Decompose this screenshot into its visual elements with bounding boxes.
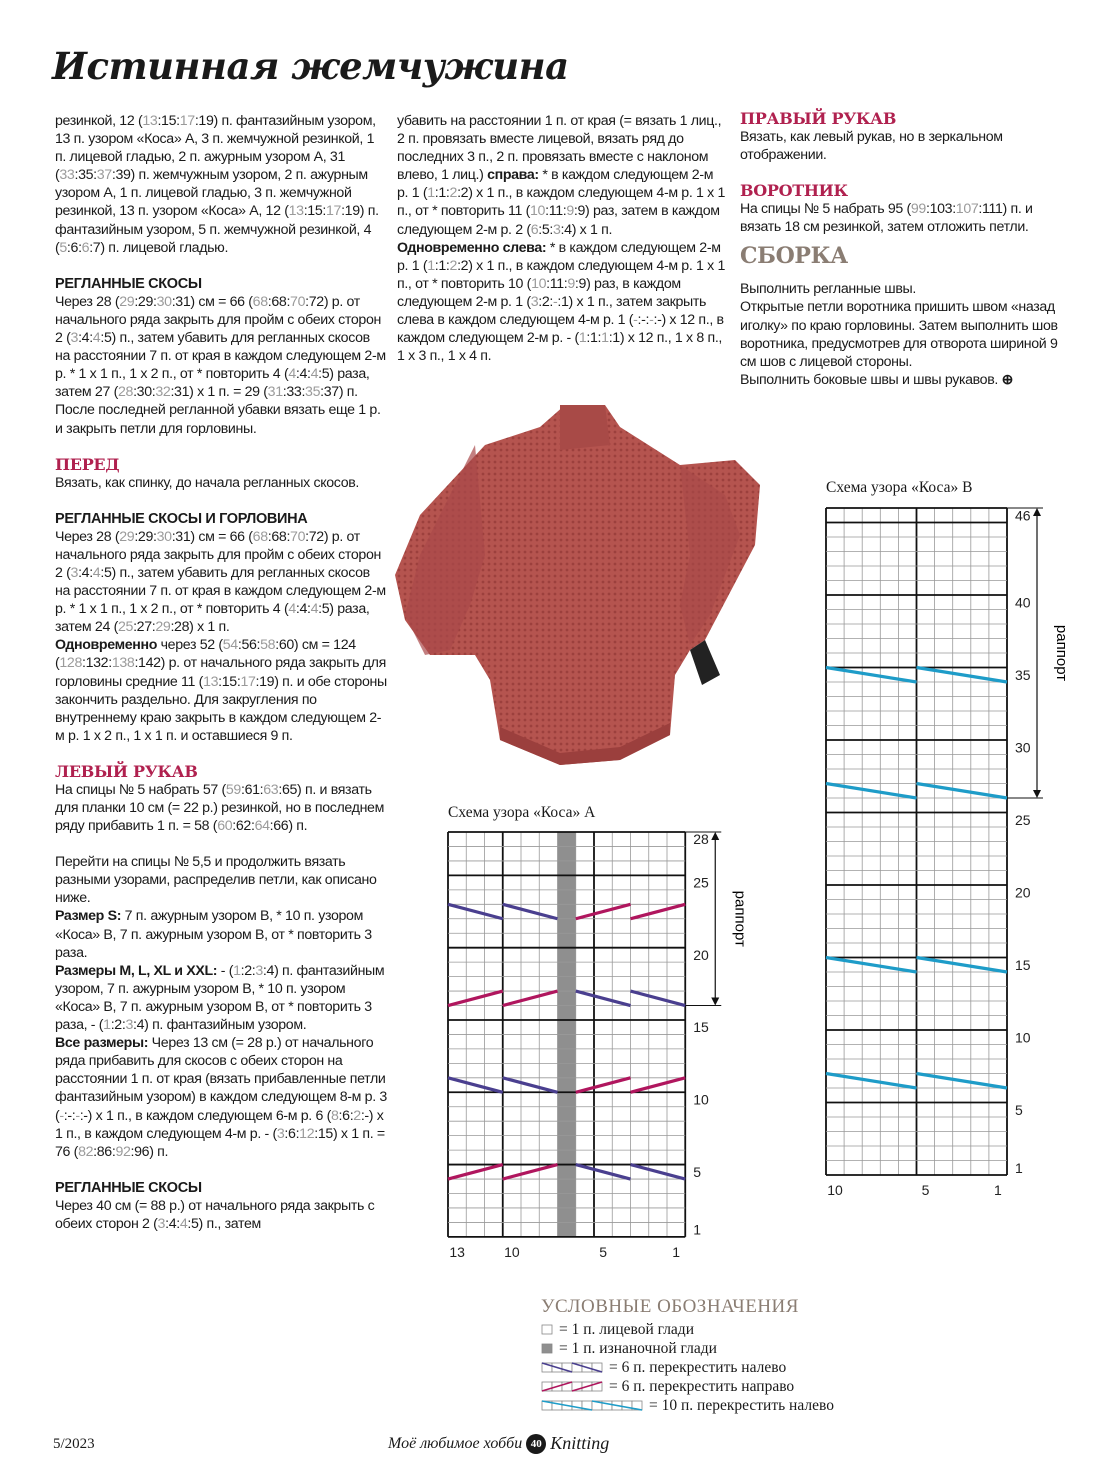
- column-label: 10: [827, 1182, 843, 1198]
- paragraph: Выполнить боковые швы и швы рукавов. ⊕: [740, 371, 1014, 388]
- size-value: 4: [179, 1215, 188, 1232]
- legend-symbol-left-icon: [541, 1362, 603, 1373]
- size-value: 30: [156, 528, 172, 545]
- size-value: 1: [438, 185, 446, 202]
- arrow-down-icon: [711, 998, 719, 1006]
- size-value: 29: [119, 293, 135, 310]
- bold-lead: Размер S:: [55, 908, 122, 925]
- chart-b-title: Схема узора «Коса» В: [826, 479, 973, 496]
- size-value: 19: [344, 203, 360, 220]
- size-value: 11: [549, 275, 564, 292]
- size-value: 37: [96, 167, 112, 184]
- cable-cross-right: [503, 991, 558, 1005]
- cable-cross-left: [576, 991, 631, 1005]
- size-value: 6: [70, 239, 79, 256]
- section-heading: РЕГЛАННЫЕ СКОСЫ: [55, 1179, 202, 1196]
- legend-label: = 6 п. перекрестить налево: [609, 1358, 787, 1376]
- cable-cross-left10: [917, 958, 1008, 973]
- paragraph: убавить на расстоянии 1 п. от края (= вязать 1 лиц., 2 п. провязать вместе лицевой, вязать ряд до последних 3 п., 2 п. провязать вместе с наклоном влево, 1 лиц.) справа: * в каждом следующем 2-м р. 1 (1:1:2:2) х 1 п., в каждом следующем 4-м р. 1 х 1 п., от * повторить 11 (10:11:9:9) раз, затем в каждом следующем 2-м р. 2 (6:5:3:4) х 1 п.: [397, 113, 726, 238]
- size-value: 138: [111, 655, 135, 672]
- section-heading: ПРАВЫЙ РУКАВ: [740, 109, 897, 128]
- size-value: 3: [157, 1215, 166, 1232]
- size-value: -: [83, 1107, 88, 1124]
- chart-a-title: Схема узора «Коса» А: [448, 804, 596, 821]
- size-value: 86: [96, 1143, 112, 1160]
- row-label: 30: [1015, 739, 1031, 756]
- repeat-label: раппорт: [731, 890, 749, 947]
- size-value: -: [67, 1107, 72, 1124]
- row-label: 15: [1015, 956, 1031, 973]
- section-heading: РЕГЛАННЫЕ СКОСЫ И ГОРЛОВИНА: [55, 510, 308, 527]
- size-value: 5: [321, 601, 330, 618]
- size-value: 4: [92, 564, 101, 581]
- size-value: 4: [310, 601, 319, 618]
- size-value: 66: [273, 818, 289, 835]
- size-value: -: [657, 312, 662, 329]
- size-value: 3: [530, 293, 539, 310]
- legend-cell: [542, 1344, 552, 1353]
- size-value: 17: [179, 113, 195, 129]
- legend-symbol-right-icon: [541, 1381, 603, 1392]
- size-value: 10: [530, 203, 546, 220]
- size-value: 132: [85, 655, 109, 672]
- size-value: 2: [460, 257, 469, 274]
- size-value: 13: [288, 203, 304, 220]
- size-value: 27: [136, 619, 152, 636]
- size-value: 29: [119, 528, 135, 545]
- paragraph: Через 28 (29:29:30:31) см = 66 (68:68:70:72) р. от начального ряда закрыть для пройм с обеих сторон 2 (3:4:4:5) п., затем убавить для регланных скосов на расстоянии 7 п. от края в каждом следующем 2-м р. * 1 х 1 п., 1 х 2 п., от * повторить 4 (4:4:4:5) раза, затем 24 (25:27:29:28) х 1 п.: [55, 528, 386, 636]
- cable-cross-left: [576, 1165, 631, 1179]
- paragraph: После последней регланной убавки вязать еще 1 р. и закрыть петли для горловины.: [55, 402, 381, 437]
- text-column-1: [55, 112, 387, 1233]
- legend: [541, 1296, 834, 1415]
- magazine-name: Моё любимое хобби: [388, 1434, 523, 1452]
- size-value: 6: [81, 239, 90, 256]
- size-value: 142: [138, 655, 161, 672]
- size-value: 30: [156, 293, 172, 310]
- size-value: 33: [59, 167, 75, 184]
- paragraph: На спицы № 5 набрать 95 (99:103:107:111) п. и вязать 18 см резинкой, затем отложить петли.: [740, 201, 1033, 236]
- size-value: 13: [203, 673, 219, 690]
- size-value: 17: [240, 673, 256, 690]
- size-value: 39: [115, 167, 131, 184]
- size-value: 82: [78, 1143, 94, 1160]
- cable-cross-left10: [826, 958, 917, 973]
- size-value: 2: [449, 257, 458, 274]
- section-heading: ЛЕВЫЙ РУКАВ: [55, 761, 198, 781]
- size-value: 4: [92, 330, 101, 347]
- size-value: 3: [70, 330, 79, 347]
- size-value: 7: [92, 239, 101, 256]
- size-value: 37: [323, 384, 339, 401]
- row-label: 35: [1015, 666, 1031, 683]
- size-value: 3: [125, 1017, 133, 1034]
- section-heading: РЕГЛАННЫЕ СКОСЫ: [55, 275, 202, 292]
- size-value: 54: [222, 637, 238, 654]
- column-label: 1: [994, 1182, 1002, 1198]
- legend-item: [541, 1358, 834, 1377]
- size-value: 32: [155, 384, 171, 401]
- spacer: [55, 835, 387, 853]
- cable-cross-left10: [917, 1074, 1008, 1089]
- cable-cross-right: [448, 1165, 503, 1179]
- size-value: -: [633, 312, 638, 329]
- size-value: 4: [288, 366, 296, 383]
- cable-cross-left: [503, 904, 558, 918]
- legend-label: = 1 п. лицевой глади: [559, 1320, 694, 1338]
- size-value: 60: [217, 818, 233, 835]
- size-value: 4: [299, 366, 308, 383]
- size-value: 1: [427, 257, 435, 274]
- row-label: 1: [693, 1221, 702, 1238]
- paragraph: Выполнить регланные швы.: [740, 281, 916, 298]
- size-value: -: [75, 1107, 80, 1124]
- legend-symbol-knit-icon: [541, 1324, 553, 1335]
- size-value: 4: [564, 221, 572, 238]
- size-value: 68: [271, 528, 287, 545]
- size-value: 11: [548, 203, 563, 220]
- size-value: -: [641, 312, 646, 329]
- size-value: 65: [281, 781, 298, 798]
- cable-cross-right: [576, 904, 631, 918]
- paragraph: Перейти на спицы № 5,5 и продолжить вязать разными узорами, распределив петли, как описано ниже.: [55, 854, 377, 907]
- size-value: 103: [929, 201, 953, 218]
- row-label: 5: [693, 1163, 702, 1180]
- size-value: 17: [325, 203, 342, 220]
- size-value: 4: [266, 962, 275, 979]
- size-value: 15: [161, 113, 177, 129]
- size-value: 1: [438, 257, 446, 274]
- size-value: 1: [578, 330, 587, 347]
- paragraph: Размер S: 7 п. ажурным узором В, * 10 п. узором «Коса» В, 7 п. ажурным узором В, от * повторить 3 раза.: [55, 908, 372, 961]
- column-label: 13: [449, 1243, 465, 1260]
- text-column-3: [740, 110, 1065, 389]
- size-value: 29: [137, 528, 153, 545]
- column-label: 1: [672, 1243, 681, 1260]
- row-label: 25: [693, 874, 709, 891]
- column-label: 5: [921, 1182, 930, 1198]
- cable-cross-left: [631, 991, 686, 1005]
- page-number: 40: [526, 1434, 546, 1454]
- size-value: 70: [290, 293, 306, 310]
- footer-date: 5/2023: [53, 1436, 95, 1452]
- bold-lead: Размеры M, L, XL и XXL:: [55, 962, 218, 979]
- arrow-up-icon: [1033, 508, 1041, 516]
- legend-label: = 1 п. изнаночной глади: [559, 1339, 717, 1357]
- size-value: 6: [530, 221, 539, 238]
- size-value: 29: [155, 619, 171, 636]
- section-heading: СБОРКА: [740, 243, 848, 270]
- spacer: [55, 745, 387, 763]
- size-value: 2: [449, 185, 458, 202]
- section-heading: ПЕРЕД: [55, 454, 120, 474]
- legend-symbol-purl-icon: [541, 1343, 553, 1354]
- size-value: 3: [276, 1125, 285, 1142]
- size-value: 1: [427, 185, 435, 202]
- spacer: [55, 492, 387, 510]
- size-value: 2: [114, 1017, 122, 1034]
- size-value: 2: [460, 185, 469, 202]
- spacer: [55, 1161, 387, 1179]
- paragraph: Одновременно слева: * в каждом следующем 2-м р. 1 (1:1:2:2) х 1 п., в каждом следующем 4-м р. 1 х 1 п., от * повторить 10 (10:11:9:9) раз, в каждом следующем 2-м р. 1 (3:2:-:1) х 1 п., затем закрыть слева в каждом следующем 4-м р. 1 (-:-:-:-) х 12 п., в каждом следующем 2-м р. - (1:1:1:1) х 12 п., 1 х 8 п., 1 х 3 п., 1 х 4 п.: [397, 239, 726, 365]
- row-label: 20: [1015, 884, 1031, 901]
- cable-cross-left10: [917, 784, 1008, 799]
- spacer: [740, 164, 1065, 182]
- size-value: 15: [317, 1125, 333, 1142]
- footer-magazine: [388, 1433, 609, 1454]
- size-value: 35: [305, 384, 321, 401]
- legend-title: УСЛОВНЫЕ ОБОЗНАЧЕНИЯ: [541, 1296, 799, 1317]
- size-value: 31: [174, 384, 190, 401]
- size-value: 111: [982, 201, 1003, 218]
- paragraph: Открытые петли воротника пришить швом «назад иголку» по краю горловины. Затем выполнить шов воротника, предусмотрев для отворота шириной 9 см шов с лицевой стороны.: [740, 299, 1058, 370]
- cable-cross-right: [631, 1078, 686, 1092]
- size-value: 4: [310, 366, 319, 383]
- repeat-label: раппорт: [1053, 624, 1070, 682]
- size-value: 25: [117, 619, 134, 636]
- chart-a: [440, 825, 760, 1265]
- size-value: 31: [175, 293, 191, 310]
- row-label: 5: [1015, 1101, 1023, 1118]
- size-value: 63: [263, 781, 279, 798]
- cable-cross-left: [448, 1078, 503, 1092]
- row-label: 10: [1015, 1029, 1031, 1046]
- paragraph: Через 28 (29:29:30:31) см = 66 (68:68:70:72) р. от начального ряда закрыть для пройм с обеих сторон 2 (3:4:4:5) п., затем убавить для регланных скосов на расстоянии 7 п. от края в каждом следующем 2-м р. * 1 х 1 п., 1 х 2 п., от * повторить 4 (4:4:4:5) раза, затем 27 (28:30:32:31) х 1 п. = 29 (31:33:35:37) п.: [55, 293, 386, 401]
- size-value: 1: [233, 962, 241, 979]
- cable-cross-left10: [917, 668, 1008, 683]
- size-value: 2: [353, 1107, 361, 1124]
- paragraph: Все размеры: Через 13 см (= 28 р.) от начального ряда прибавить для скосов с обеих сторон на расстоянии 1 п. от края (вязать прибавленные петли фантазийным узором) в каждом следующем 8-м р. 3 (-:-:-:-) х 1 п., в каждом следующем 6-м р. 6 (8:6:2:-) х 1 п., в каждом следующем 4-м р. - (3:6:12:15) х 1 п. = 76 (82:86:92:96) п.: [55, 1035, 387, 1160]
- paragraph: Одновременно через 52 (54:56:58:60) см = 124 (128:132:138:142) р. от начального ряда закрыть для горловины средние 11 (13:15:17:19) п. и обе стороны закончить раздельно. Для закругления по внутреннему краю закрыть в каждом следующем 2-м р. 1 х 2 п., 1 х 1 п. и оставшиеся 9 п.: [55, 637, 387, 744]
- legend-item: [541, 1320, 834, 1339]
- size-value: 5: [103, 564, 112, 581]
- row-label: 25: [1015, 811, 1031, 828]
- size-value: 30: [136, 384, 152, 401]
- row-label: 20: [693, 946, 709, 963]
- size-value: 1: [601, 330, 609, 347]
- paragraph: Вязать, как левый рукав, но в зеркальном отображении.: [740, 129, 1003, 164]
- size-value: 9: [567, 275, 575, 292]
- end-mark-icon: ⊕: [998, 371, 1014, 388]
- size-value: 13: [142, 113, 158, 129]
- size-value: 31: [267, 384, 283, 401]
- size-value: 2: [541, 293, 550, 310]
- arrow-down-icon: [1033, 790, 1041, 798]
- row-label: 1: [1015, 1159, 1023, 1176]
- legend-label: = 10 п. перекрестить налево: [649, 1396, 834, 1414]
- cable-cross-left10: [826, 1074, 917, 1089]
- row-label: 46: [1015, 507, 1031, 524]
- size-value: 1: [612, 330, 620, 347]
- paragraph: Через 40 см (= 88 р.) от начального ряда закрыть с обеих сторон 2 (3:4:4:5) п., затем: [55, 1197, 375, 1232]
- size-value: -: [553, 293, 558, 310]
- size-value: 29: [137, 293, 153, 310]
- cable-cross-right: [503, 1165, 558, 1179]
- size-value: 15: [221, 673, 237, 690]
- size-value: 72: [308, 528, 324, 545]
- page-title: Истинная жемчужина: [52, 44, 569, 88]
- bold-lead: Все размеры:: [55, 1035, 149, 1052]
- size-value: 15: [307, 203, 323, 220]
- bold-lead: справа:: [487, 167, 539, 184]
- arrow-up-icon: [711, 832, 719, 840]
- size-value: 3: [70, 564, 79, 581]
- chart-b: [818, 500, 1078, 1200]
- paragraph: Вязать, как спинку, до начала регланных скосов.: [55, 474, 360, 491]
- size-value: 9: [577, 203, 586, 220]
- text-column-2: [397, 112, 727, 365]
- size-value: 59: [225, 781, 241, 798]
- size-value: 10: [531, 275, 547, 292]
- size-value: 64: [254, 818, 270, 835]
- row-label: 40: [1015, 594, 1031, 611]
- spacer: [55, 257, 387, 275]
- row-label: 28: [693, 831, 709, 848]
- size-value: 68: [252, 293, 268, 310]
- size-value: 62: [235, 818, 251, 835]
- size-value: 1: [590, 330, 598, 347]
- size-value: 5: [321, 366, 330, 383]
- size-value: 12: [299, 1125, 315, 1142]
- cable-cross-right: [448, 991, 503, 1005]
- size-value: 28: [117, 384, 134, 401]
- size-value: 9: [566, 203, 574, 220]
- section-heading: ВОРОТНИК: [740, 181, 848, 201]
- bold-lead: Одновременно слева:: [397, 239, 547, 256]
- size-value: 3: [553, 221, 561, 238]
- size-value: -: [364, 1107, 369, 1124]
- column-label: 5: [599, 1243, 608, 1260]
- size-value: 96: [134, 1143, 150, 1160]
- section-name: Knitting: [550, 1433, 610, 1453]
- size-value: 1: [560, 293, 569, 310]
- size-value: 9: [578, 275, 587, 292]
- size-value: 31: [175, 528, 191, 545]
- cable-cross-left10: [826, 668, 917, 683]
- legend-item: [541, 1339, 834, 1358]
- size-value: 4: [168, 1215, 177, 1232]
- size-value: 4: [288, 601, 296, 618]
- size-value: 70: [290, 528, 306, 545]
- cable-cross-left: [503, 1078, 558, 1092]
- size-value: 5: [103, 330, 112, 347]
- row-label: 15: [693, 1019, 709, 1036]
- size-value: 61: [244, 781, 260, 798]
- paragraph: Размеры M, L, XL и XXL: - (1:2:3:4) п. фантазийным узором, 7 п. ажурным узором В, * 10 п. узором «Коса» В, 7 п. ажурным узором В, от * повторить 3 раза, - (1:2:3:4) п. фантазийным узором.: [55, 962, 385, 1034]
- cable-cross-right: [631, 904, 686, 918]
- size-value: 3: [255, 962, 263, 979]
- size-value: 68: [271, 293, 287, 310]
- legend-symbol-left10-icon: [541, 1400, 643, 1411]
- size-value: 35: [78, 167, 94, 184]
- size-value: -: [649, 312, 654, 329]
- size-value: 56: [241, 637, 257, 654]
- spacer: [55, 438, 387, 456]
- size-value: 72: [308, 293, 324, 310]
- size-value: 19: [259, 673, 275, 690]
- legend-item: [541, 1396, 834, 1415]
- row-label: 10: [693, 1091, 709, 1108]
- size-value: 5: [190, 1215, 199, 1232]
- size-value: 99: [910, 201, 926, 218]
- size-value: -: [59, 1107, 64, 1124]
- size-value: 60: [278, 637, 294, 654]
- size-value: 5: [541, 221, 550, 238]
- paragraph: На спицы № 5 набрать 57 (59:61:63:65) п. и вязать для планки 10 см (= 22 р.) резинкой, но в последнем ряду прибавить 1 п. = 58 (60:62:64:66) п.: [55, 781, 385, 835]
- size-value: 107: [955, 201, 979, 218]
- cable-cross-left: [631, 1165, 686, 1179]
- size-value: 6: [342, 1107, 350, 1124]
- legend-label: = 6 п. перекрестить направо: [609, 1377, 795, 1395]
- size-value: 92: [115, 1143, 131, 1160]
- size-value: 58: [260, 637, 276, 654]
- legend-cell: [542, 1325, 552, 1334]
- size-value: 128: [59, 655, 82, 672]
- paragraph: резинкой, 12 (13:15:17:19) п. фантазийным узором, 13 п. узором «Коса» А, 3 п. жемчужной резинкой, 1 п. лицевой гладью, 2 п. ажурным узором А, 31 (33:35:37:39) п. жемчужным узором, 2 п. ажурным узором А, 1 п. лицевой гладью, 3 п. жемчужной резинкой, 13 п. узором «Коса» А, 12 (13:15:17:19) п. фантазийным узором, 5 п. жемчужной резинкой, 4 (5:6:6:7) п. лицевой гладью.: [55, 113, 379, 256]
- size-value: 4: [299, 601, 308, 618]
- cable-cross-left: [448, 904, 503, 918]
- size-value: 4: [81, 330, 90, 347]
- column-label: 10: [504, 1243, 520, 1260]
- size-value: 4: [136, 1017, 145, 1034]
- legend-item: [541, 1377, 834, 1396]
- size-value: 5: [59, 239, 67, 256]
- size-value: 19: [198, 113, 214, 129]
- size-value: 4: [81, 564, 90, 581]
- size-value: 1: [103, 1017, 111, 1034]
- size-value: 33: [286, 384, 302, 401]
- cable-cross-left10: [826, 784, 917, 799]
- bold-lead: Одновременно: [55, 637, 158, 654]
- sweater-photo: [390, 405, 770, 770]
- size-value: 68: [252, 528, 268, 545]
- cable-cross-right: [576, 1078, 631, 1092]
- size-value: 2: [244, 962, 252, 979]
- size-value: 8: [331, 1107, 339, 1124]
- size-value: 6: [288, 1125, 296, 1142]
- size-value: 28: [174, 619, 190, 636]
